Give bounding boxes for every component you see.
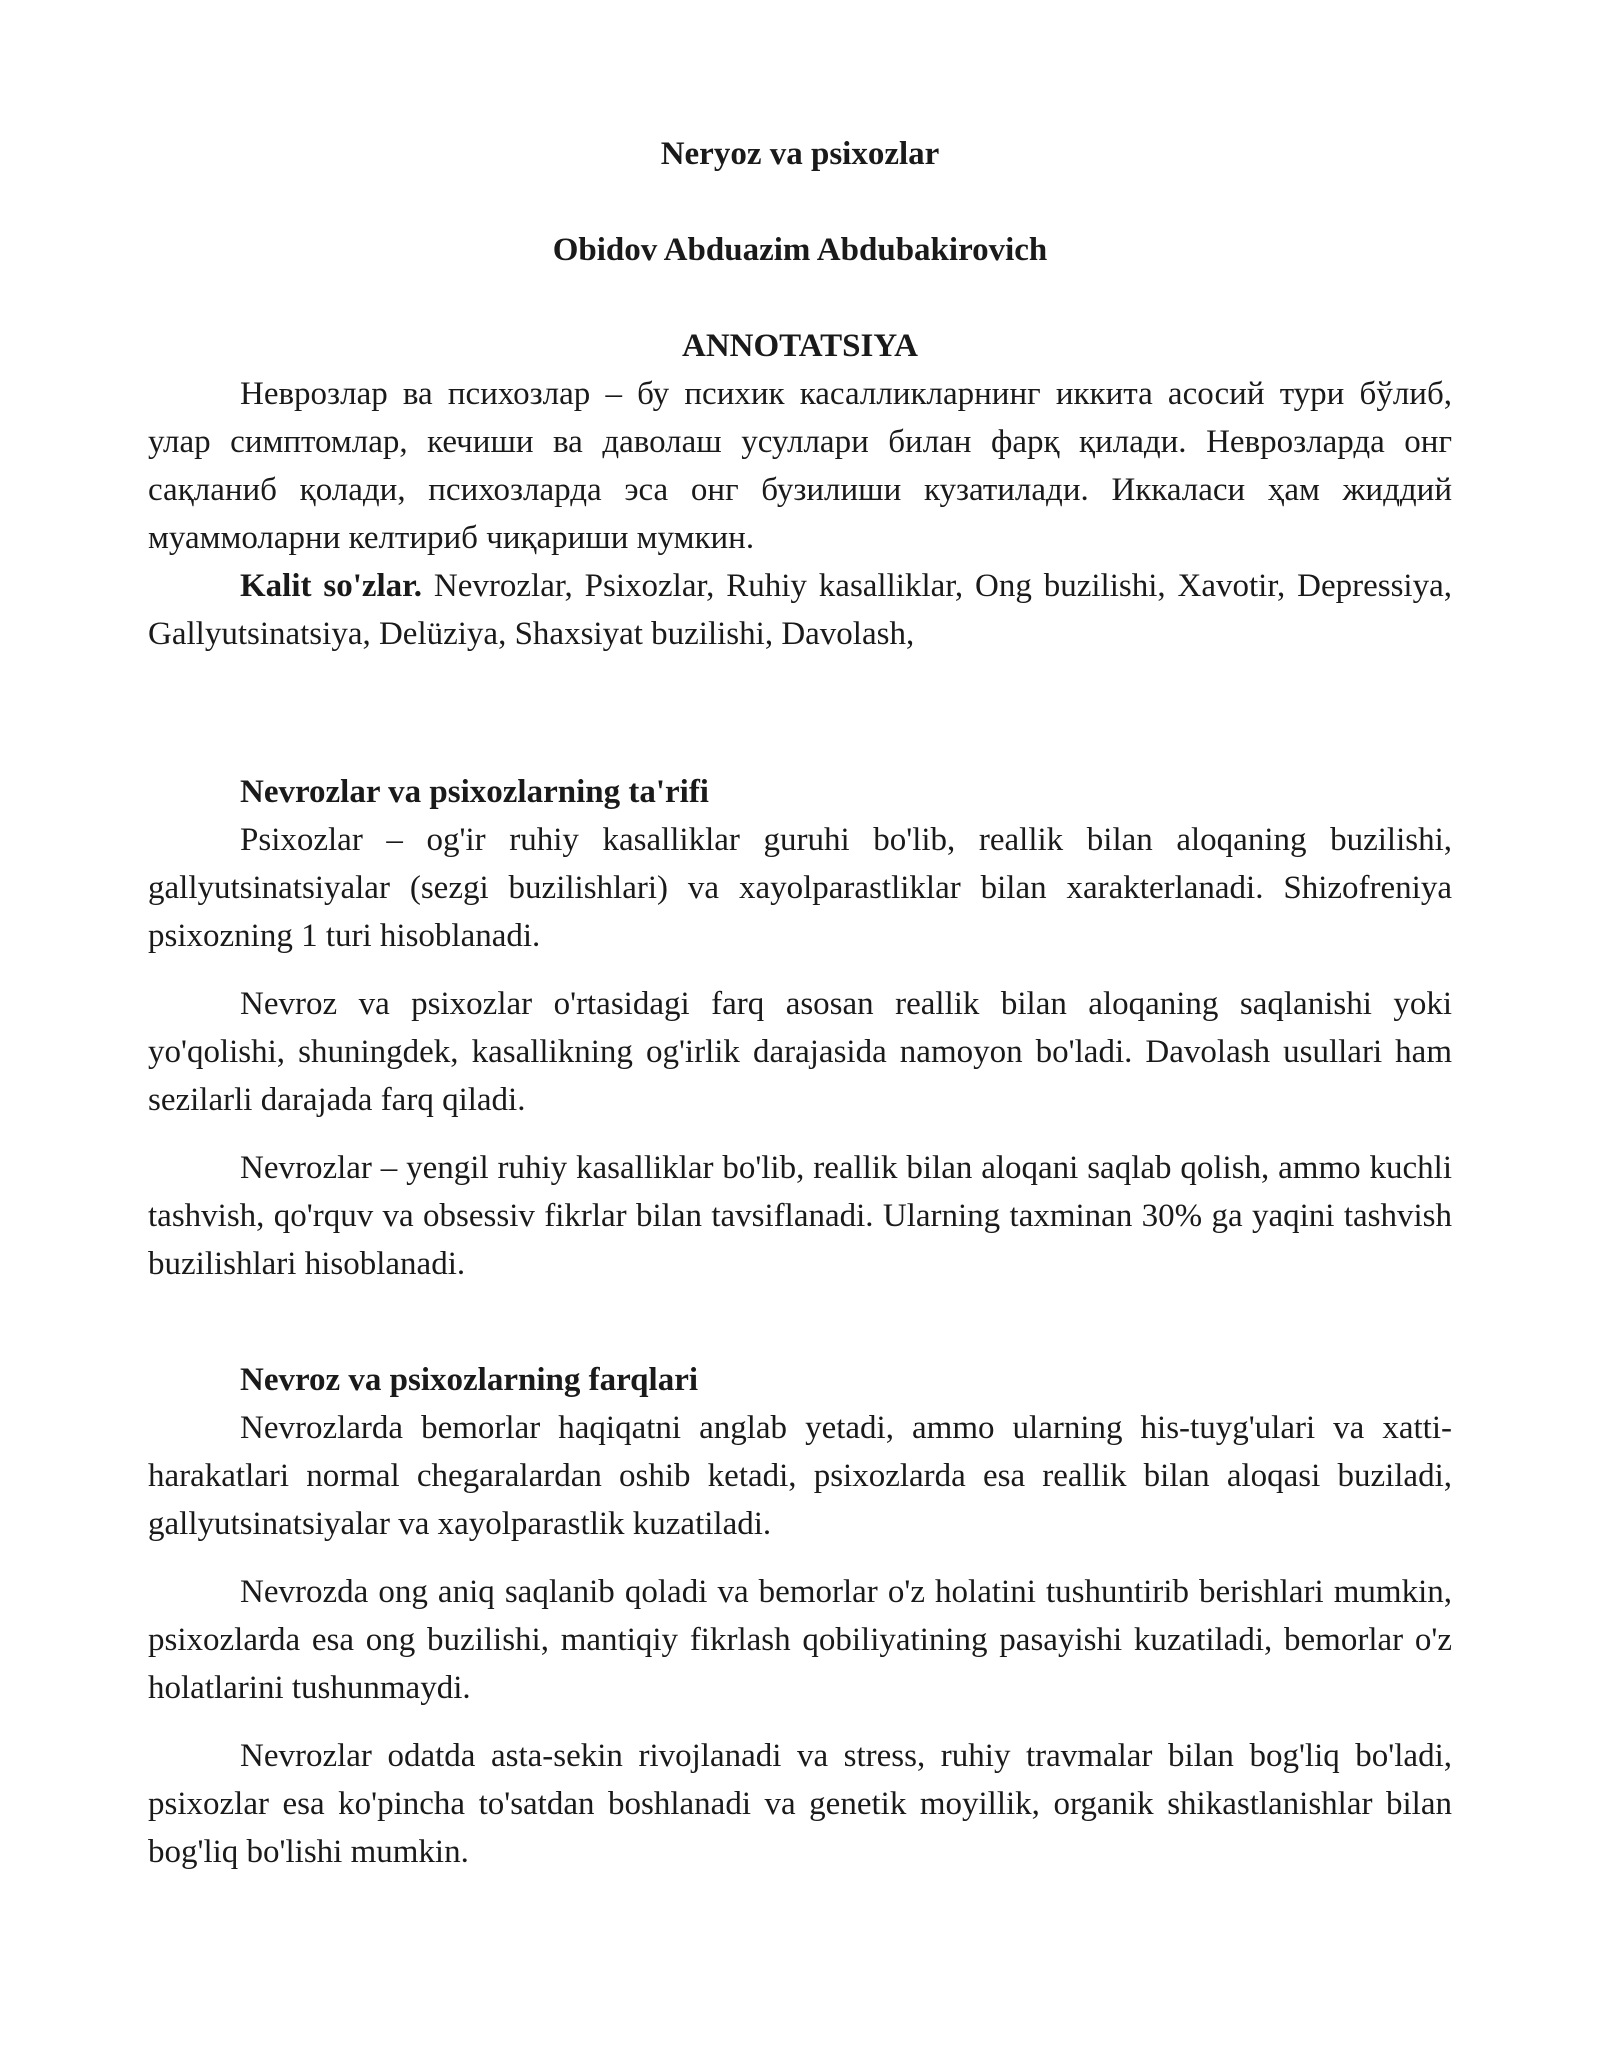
keywords-paragraph <box>148 562 1452 658</box>
paragraph: Nevrozda ong aniq saqlanib qoladi va bemorlar o'z holatini tushuntirib berishlari mumkin, psixozlarda esa ong buzilishi, mantiqiy fikrlash qobiliyatining pasayishi kuzatiladi, bemorlar o'z holatlarini tushunmaydi. <box>148 1574 1452 1706</box>
abstract-text: Неврозлар ва психозлар – бу психик касалликларнинг иккита асосий тури бўлиб, улар симптомлар, кечиши ва даволаш усуллари билан фарқ қилади. Неврозларда онг сақланиб қолади, психозларда эса онг бузилиши кузатилади. Иккаласи ҳам жиддий муаммоларни келтириб чиқариши мумкин. <box>148 376 1452 556</box>
paragraph: Nevrozlar odatda asta-sekin rivojlanadi va stress, ruhiy travmalar bilan bog'liq bo'ladi, psixozlar esa ko'pincha to'satdan boshlanadi va genetik moyillik, organik shikastlanishlar bilan bog'liq bo'lishi mumkin. <box>148 1738 1452 1870</box>
paragraph: Nevrozlarda bemorlar haqiqatni anglab yetadi, ammo ularning his-tuyg'ulari va xatti-harakatlari normal chegaralardan oshib ketadi, psixozlarda esa reallik bilan aloqasi buziladi, gallyutsinatsiyalar va xayolparastlik kuzatiladi. <box>148 1410 1452 1542</box>
section-heading-definitions: Nevrozlar va psixozlarning ta'rifi <box>240 774 709 810</box>
paragraph: Nevrozlar – yengil ruhiy kasalliklar bo'lib, reallik bilan aloqani saqlab qolish, ammo kuchli tashvish, qo'rquv va obsessiv fikrlar bilan tavsiflanadi. Ularning taxminan 30% ga yaqini tashvish buzilishlari hisoblanadi. <box>148 1150 1452 1282</box>
keywords-label: Kalit so'zlar. <box>240 568 423 604</box>
paragraph: Nevroz va psixozlar o'rtasidagi farq asosan reallik bilan aloqaning saqlanishi yoki yo'qolishi, shuningdek, kasallikning og'irlik darajasida namoyon bo'ladi. Davolash usullari ham sezilarli darajada farq qiladi. <box>148 986 1452 1118</box>
document-title: Neryoz va psixozlar <box>660 136 940 172</box>
abstract-heading: ANNOTATSIYA <box>682 328 918 364</box>
author-name: Obidov Abduazim Abdubakirovich <box>552 232 1048 268</box>
keywords-text: Nevrozlar, Psixozlar, Ruhiy kasalliklar, Ong buzilishi, Xavotir, Depressiya, Gallyutsinatsiya, Delüziya, Shaxsiyat buzilishi, Davolash, <box>148 568 1452 652</box>
section-heading-differences: Nevroz va psixozlarning farqlari <box>240 1362 699 1398</box>
paragraph: Psixozlar – og'ir ruhiy kasalliklar guruhi bo'lib, reallik bilan aloqaning buzilishi, gallyutsinatsiyalar (sezgi buzilishlari) va xayolparastliklar bilan xarakterlanadi. Shizofreniya psixozning 1 turi hisoblanadi. <box>148 822 1452 954</box>
